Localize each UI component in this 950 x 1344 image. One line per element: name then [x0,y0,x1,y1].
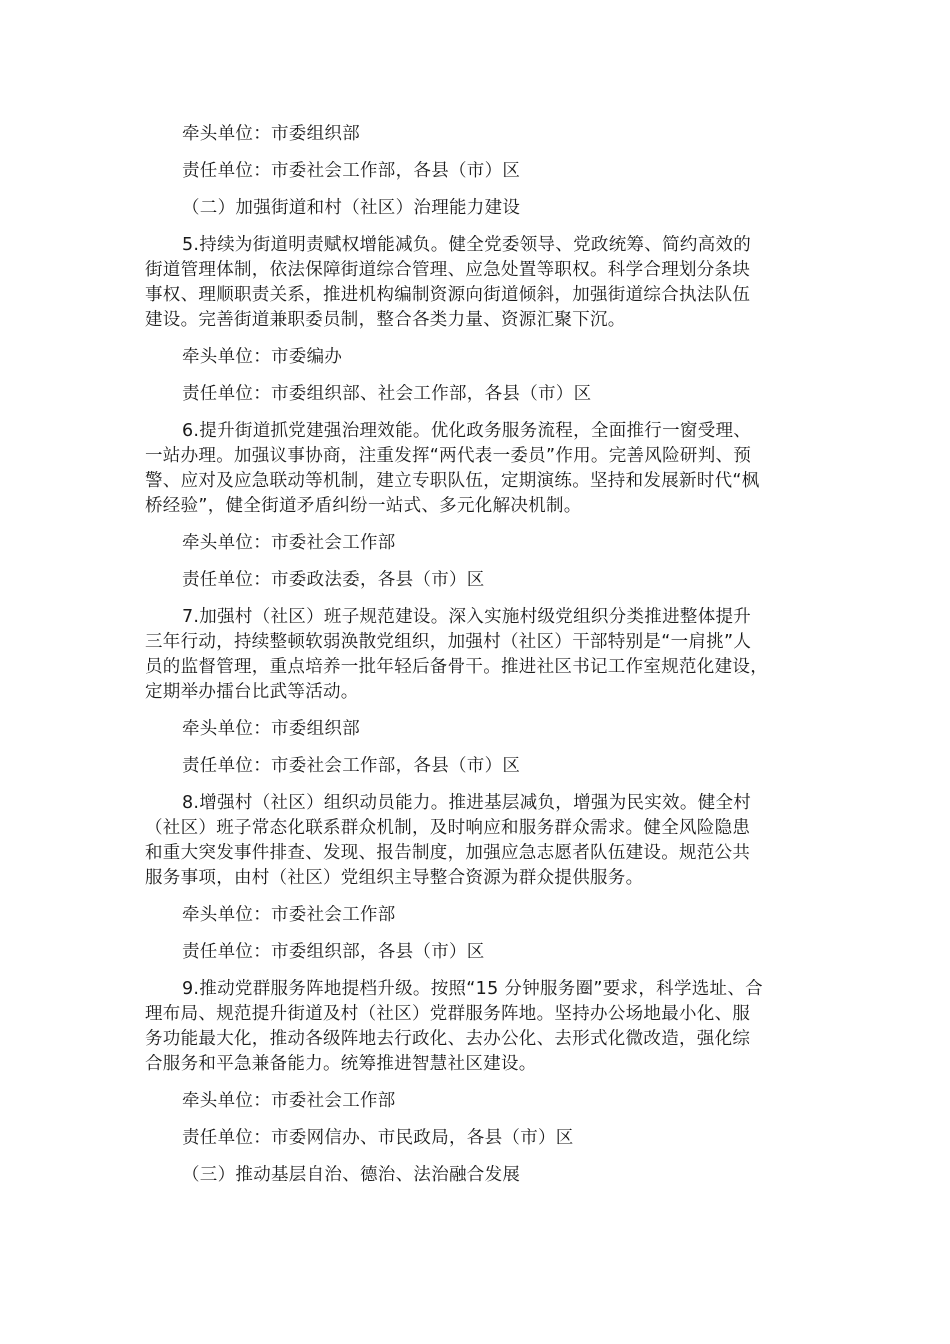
section-heading: （三）推动基层自治、德治、法治融合发展 [182,1165,521,1185]
paragraph-line: （社区）班子常态化联系群众机制，及时响应和服务群众需求。健全风险隐患 [145,818,751,838]
responsibility-line: 责任单位：市委组织部、社会工作部，各县（市）区 [182,384,592,404]
document-body [145,122,815,1200]
paragraph-line: 建设。完善街道兼职委员制，整合各类力量、资源汇聚下沉。 [145,310,626,330]
responsibility-line: 责任单位：市委网信办、市民政局，各县（市）区 [182,1128,574,1148]
paragraph-line: 街道管理体制，依法保障街道综合管理、应急处置等职权。科学合理划分条块 [145,260,751,280]
responsibility-line: 牵头单位：市委组织部 [182,719,360,739]
responsibility-line: 牵头单位：市委组织部 [182,124,360,144]
paragraph-line: 服务事项，由村（社区）党组织主导整合资源为群众提供服务。 [145,868,644,888]
responsibility-line: 责任单位：市委政法委，各县（市）区 [182,570,485,590]
responsibility-line: 牵头单位：市委社会工作部 [182,905,396,925]
paragraph-line: 5.持续为街道明责赋权增能减负。健全党委领导、党政统筹、简约高效的 [182,235,752,255]
paragraph-line: 桥经验”，健全街道矛盾纠纷一站式、多元化解决机制。 [145,496,582,516]
paragraph-line: 6.提升街道抓党建强治理效能。优化政务服务流程，全面推行一窗受理、 [182,421,752,441]
paragraph-line: 合服务和平急兼备能力。统筹推进智慧社区建设。 [145,1054,537,1074]
paragraph-line: 9.推动党群服务阵地提档升级。按照“15 分钟服务圈”要求，科学选址、合 [182,979,763,999]
responsibility-line: 责任单位：市委组织部，各县（市）区 [182,942,485,962]
paragraph-line: 事权、理顺职责关系，推进机构编制资源向街道倾斜，加强街道综合执法队伍 [145,285,751,305]
paragraph-line: 理布局、规范提升街道及村（社区）党群服务阵地。坚持办公场地最小化、服 [145,1004,751,1024]
body-paragraph [145,977,815,1077]
paragraph-line: 定期举办擂台比武等活动。 [145,682,359,702]
paragraph-line: 三年行动，持续整顿软弱涣散党组织，加强村（社区）干部特别是“一肩挑”人 [145,632,752,652]
paragraph-line: 务功能最大化，推动各级阵地去行政化、去办公化、去形式化微改造，强化综 [145,1029,751,1049]
paragraph-line: 和重大突发事件排查、发现、报告制度，加强应急志愿者队伍建设。规范公共 [145,843,751,863]
body-paragraph [145,419,815,519]
paragraph-line: 一站办理。加强议事协商，注重发挥“两代表一委员”作用。完善风险研判、预 [145,446,752,466]
section-heading: （二）加强街道和村（社区）治理能力建设 [182,198,521,218]
body-paragraph [145,791,815,891]
responsibility-line: 责任单位：市委社会工作部，各县（市）区 [182,161,521,181]
body-paragraph [145,605,815,705]
responsibility-line: 牵头单位：市委编办 [182,347,343,367]
paragraph-line: 警、应对及应急联动等机制，建立专职队伍，定期演练。坚持和发展新时代“枫 [145,471,760,491]
body-paragraph [145,233,815,333]
responsibility-line: 责任单位：市委社会工作部，各县（市）区 [182,756,521,776]
paragraph-line: 员的监督管理，重点培养一批年轻后备骨干。推进社区书记工作室规范化建设， [145,657,768,677]
paragraph-line: 8.增强村（社区）组织动员能力。推进基层减负，增强为民实效。健全村 [182,793,752,813]
paragraph-line: 7.加强村（社区）班子规范建设。深入实施村级党组织分类推进整体提升 [182,607,752,627]
responsibility-line: 牵头单位：市委社会工作部 [182,1091,396,1111]
responsibility-line: 牵头单位：市委社会工作部 [182,533,396,553]
